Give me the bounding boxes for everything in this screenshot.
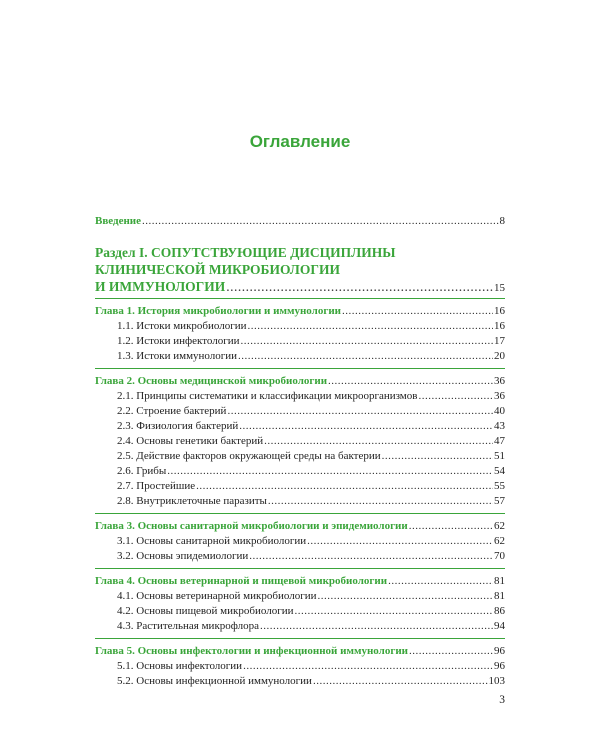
- section-title-line-3: И ИММУНОЛОГИИ: [95, 279, 226, 294]
- dot-leader: [307, 534, 493, 548]
- toc-entry-chapter-2[interactable]: [95, 374, 505, 388]
- toc-entry-page: 20: [494, 350, 505, 362]
- toc-entry-2-1[interactable]: [95, 389, 505, 403]
- toc-entry-label: 2.3. Физиология бактерий: [117, 420, 239, 432]
- toc-entry-chapter-3[interactable]: [95, 519, 505, 533]
- toc-entry-label: Глава 5. Основы инфектологии и инфекционной иммунологии: [95, 645, 409, 657]
- chapter-divider: [95, 513, 505, 514]
- dot-leader: [167, 464, 493, 478]
- toc-entry-5-1[interactable]: [95, 659, 505, 673]
- dot-leader: [260, 619, 493, 633]
- toc-entry-page: 16: [494, 320, 505, 332]
- toc-entry-page: 70: [494, 550, 505, 562]
- toc-entry-label: Глава 4. Основы ветеринарной и пищевой микробиологии: [95, 575, 388, 587]
- toc-entry-page: 36: [494, 390, 505, 402]
- toc-entry-label: 5.2. Основы инфекционной иммунологии: [117, 675, 312, 687]
- toc-entry-2-5[interactable]: [95, 449, 505, 463]
- toc-entry-label: Глава 2. Основы медицинской микробиологии: [95, 375, 328, 387]
- toc-entry-1-1[interactable]: [95, 319, 505, 333]
- dot-leader: [313, 674, 488, 688]
- dot-leader: [268, 494, 493, 508]
- toc-entry-label: 1.1. Истоки микробиологии: [117, 320, 247, 332]
- toc-entry-label: 3.2. Основы эпидемиологии: [117, 550, 249, 562]
- toc-entry-page: 40: [494, 405, 505, 417]
- dot-leader: [317, 589, 493, 603]
- toc-entry-2-3[interactable]: [95, 419, 505, 433]
- toc-entry-1-2[interactable]: [95, 334, 505, 348]
- toc-entry-3-2[interactable]: [95, 549, 505, 563]
- dot-leader: [264, 434, 493, 448]
- toc-entry-2-7[interactable]: [95, 479, 505, 493]
- toc-entry-label: 4.2. Основы пищевой микробиологии: [117, 605, 294, 617]
- toc-entry-4-3[interactable]: [95, 619, 505, 633]
- toc-entry-chapter-1[interactable]: [95, 304, 505, 318]
- chapter-divider: [95, 568, 505, 569]
- dot-leader: [241, 334, 494, 348]
- toc-entry-page: 47: [494, 435, 505, 447]
- chapter-divider: [95, 368, 505, 369]
- section-title-line-1[interactable]: Раздел I. СОПУТСТВУЮЩИЕ ДИСЦИПЛИНЫ: [95, 245, 396, 260]
- toc-entry-page: 103: [488, 675, 505, 687]
- dot-leader: [243, 659, 493, 673]
- dot-leader: [418, 389, 493, 403]
- toc-entry-page: 55: [494, 480, 505, 492]
- toc-entry-page: 81: [494, 590, 505, 602]
- dot-leader: [294, 604, 493, 618]
- page-number: 3: [499, 694, 505, 706]
- toc-entry-label: 2.5. Действие факторов окружающей среды на бактерии: [117, 450, 381, 462]
- toc-entry-label: 1.2. Истоки инфектологии: [117, 335, 240, 347]
- dot-leader: [226, 279, 493, 295]
- toc-entry-section[interactable]: [95, 279, 505, 296]
- dot-leader: [328, 374, 493, 388]
- toc-entry-label: 2.8. Внутриклеточные паразиты: [117, 495, 267, 507]
- toc-entry-page: 94: [494, 620, 505, 632]
- dot-leader: [227, 404, 493, 418]
- toc-entry-2-8[interactable]: [95, 494, 505, 508]
- dot-leader: [388, 574, 493, 588]
- toc-entry-page: 16: [494, 305, 505, 317]
- section-title-line-2[interactable]: КЛИНИЧЕСКОЙ МИКРОБИОЛОГИИ: [95, 262, 340, 277]
- toc-entry-4-1[interactable]: [95, 589, 505, 603]
- toc-entry-chapter-5[interactable]: [95, 644, 505, 658]
- toc-entry-page: 51: [494, 450, 505, 462]
- toc-entry-intro[interactable]: [95, 214, 505, 228]
- toc-entry-page: 62: [494, 535, 505, 547]
- toc-entry-label: 2.1. Принципы систематики и классификации микроорганизмов: [117, 390, 418, 402]
- toc-entry-label: 2.4. Основы генетики бактерий: [117, 435, 264, 447]
- toc-entry-2-2[interactable]: [95, 404, 505, 418]
- toc-entry-5-2[interactable]: [95, 674, 505, 688]
- toc-entry-3-1[interactable]: [95, 534, 505, 548]
- toc-entry-label: Введение: [95, 215, 142, 227]
- dot-leader: [142, 214, 498, 228]
- toc-entry-page: 57: [494, 495, 505, 507]
- dot-leader: [238, 349, 493, 363]
- toc-entry-4-2[interactable]: [95, 604, 505, 618]
- dot-leader: [249, 549, 493, 563]
- toc-entry-page: 62: [494, 520, 505, 532]
- toc-entry-2-6[interactable]: [95, 464, 505, 478]
- toc-entry-2-4[interactable]: [95, 434, 505, 448]
- toc-entry-label: 4.1. Основы ветеринарной микробиологии: [117, 590, 317, 602]
- toc-entry-page: 81: [494, 575, 505, 587]
- toc-entry-1-3[interactable]: [95, 349, 505, 363]
- dot-leader: [409, 644, 493, 658]
- dot-leader: [409, 519, 493, 533]
- dot-leader: [248, 319, 493, 333]
- toc-entry-label: 4.3. Растительная микрофлора: [117, 620, 260, 632]
- toc-entry-page: 15: [494, 282, 505, 294]
- dot-leader: [382, 449, 493, 463]
- toc-entry-label: 2.2. Строение бактерий: [117, 405, 227, 417]
- dot-leader: [196, 479, 493, 493]
- toc-entry-page: 86: [494, 605, 505, 617]
- toc-entry-chapter-4[interactable]: [95, 574, 505, 588]
- chapter-divider: [95, 298, 505, 299]
- toc-entry-label: Глава 3. Основы санитарной микробиологии и эпидемиологии: [95, 520, 408, 532]
- toc-entry-label: 3.1. Основы санитарной микробиологии: [117, 535, 307, 547]
- toc-entry-page: 8: [499, 215, 505, 227]
- chapter-divider: [95, 638, 505, 639]
- dot-leader: [342, 304, 493, 318]
- toc-entry-page: 54: [494, 465, 505, 477]
- page-title: Оглавление: [249, 132, 351, 151]
- toc-entry-page: 17: [494, 335, 505, 347]
- toc-entry-label: Глава 1. История микробиологии и иммунологии: [95, 305, 341, 317]
- toc-entry-label: 2.6. Грибы: [117, 465, 167, 477]
- toc-entry-label: 5.1. Основы инфектологии: [117, 660, 243, 672]
- toc-entry-page: 36: [494, 375, 505, 387]
- toc-entry-label: 2.7. Простейшие: [117, 480, 196, 492]
- toc-entry-page: 43: [494, 420, 505, 432]
- dot-leader: [239, 419, 493, 433]
- toc-entry-page: 96: [494, 645, 505, 657]
- toc-entry-page: 96: [494, 660, 505, 672]
- toc-entry-label: 1.3. Истоки иммунологии: [117, 350, 238, 362]
